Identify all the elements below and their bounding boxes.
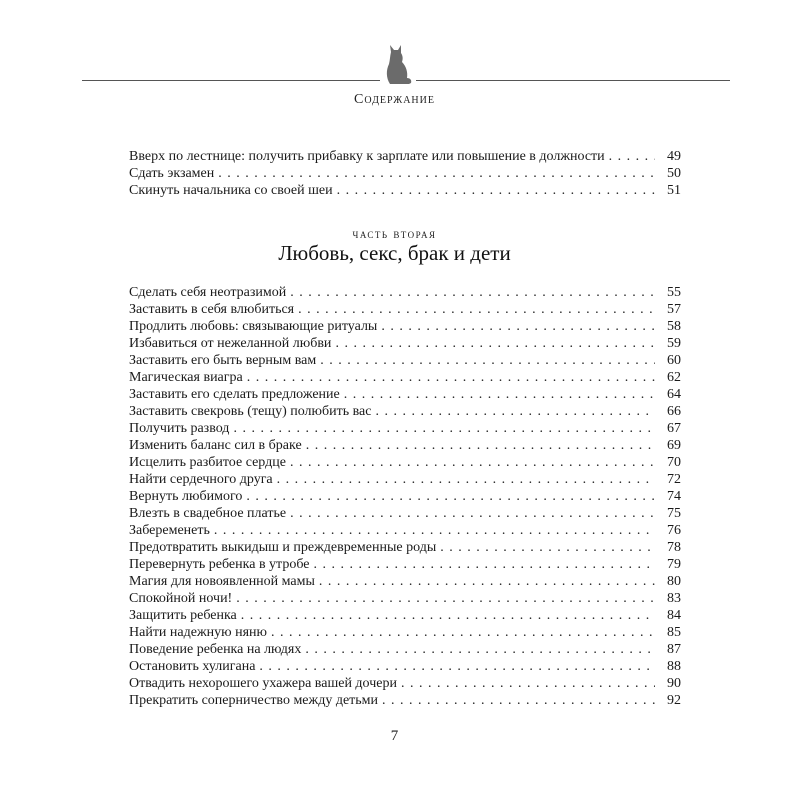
toc-leader-dots	[306, 437, 655, 454]
toc-leader-dots	[241, 607, 655, 624]
toc-entry	[129, 641, 681, 658]
toc-entry	[129, 590, 681, 607]
toc-entry-title: Вверх по лестнице: получить прибавку к зарплате или повышение в должности	[129, 149, 605, 164]
toc-entry	[129, 301, 681, 318]
toc-entry-title: Предотвратить выкидыш и преждевременные роды	[129, 540, 437, 555]
toc-entry	[129, 454, 681, 471]
toc-entry-title: Заставить свекровь (тещу) полюбить вас	[129, 404, 372, 419]
toc-leader-dots	[247, 369, 655, 386]
toc-leader-dots	[277, 471, 655, 488]
toc-entry-page: 50	[667, 166, 681, 181]
toc-entry	[129, 318, 681, 335]
toc-entry-title: Поведение ребенка на людях	[129, 642, 302, 657]
toc-entry-page: 66	[667, 404, 681, 419]
toc-leader-dots	[609, 148, 655, 165]
toc-entry-title: Исцелить разбитое сердце	[129, 455, 286, 470]
toc-entry-title: Вернуть любимого	[129, 489, 243, 504]
toc-entry-title: Скинуть начальника со своей шеи	[129, 183, 333, 198]
toc-entry-title: Спокойной ночи!	[129, 591, 233, 606]
toc-entry-title: Получить развод	[129, 421, 230, 436]
toc-entry-page: 84	[667, 608, 681, 623]
toc-leader-dots	[375, 403, 655, 420]
toc-entry-page: 62	[667, 370, 681, 385]
toc-entry-page: 51	[667, 183, 681, 198]
toc-entry-page: 92	[667, 693, 681, 708]
toc-section-part-two	[129, 284, 681, 709]
toc-entry-page: 75	[667, 506, 681, 521]
toc-leader-dots	[337, 182, 655, 199]
toc-entry-page: 78	[667, 540, 681, 555]
toc-leader-dots	[298, 301, 655, 318]
toc-leader-dots	[344, 386, 655, 403]
toc-entry-page: 90	[667, 676, 681, 691]
toc-entry-page: 80	[667, 574, 681, 589]
toc-leader-dots	[335, 335, 655, 352]
toc-entry-title: Остановить хулигана	[129, 659, 256, 674]
toc-leader-dots	[218, 165, 655, 182]
toc-entry	[129, 182, 681, 199]
toc-entry-page: 87	[667, 642, 681, 657]
toc-entry-title: Найти надежную няню	[129, 625, 267, 640]
part-title: Любовь, секс, брак и дети	[278, 241, 511, 265]
toc-entry	[129, 522, 681, 539]
toc-entry-title: Прекратить соперничество между детьми	[129, 693, 379, 708]
toc-leader-dots	[214, 522, 655, 539]
toc-entry	[129, 369, 681, 386]
toc-entry-title: Забеременеть	[129, 523, 210, 538]
toc-entry	[129, 403, 681, 420]
toc-entry-page: 79	[667, 557, 681, 572]
toc-entry-title: Изменить баланс сил в браке	[129, 438, 302, 453]
page-number: 7	[390, 728, 399, 744]
toc-entry-page: 70	[667, 455, 681, 470]
toc-entry-page: 83	[667, 591, 681, 606]
cat-silhouette-icon	[380, 40, 416, 86]
toc-entry	[129, 488, 681, 505]
toc-leader-dots	[440, 539, 655, 556]
toc-leader-dots	[305, 641, 655, 658]
toc-entry-page: 88	[667, 659, 681, 674]
toc-entry-title: Сделать себя неотразимой	[129, 285, 287, 300]
toc-entry-title: Заставить в себя влюбиться	[129, 302, 295, 317]
toc-entry-title: Магическая виагра	[129, 370, 243, 385]
toc-entry-page: 59	[667, 336, 681, 351]
toc-entry	[129, 420, 681, 437]
toc-entry	[129, 573, 681, 590]
toc-entry	[129, 386, 681, 403]
toc-entry-title: Продлить любовь: связывающие ритуалы	[129, 319, 378, 334]
toc-entry-page: 55	[667, 285, 681, 300]
toc-entry-title: Отвадить нехорошего ухажера вашей дочери	[129, 676, 397, 691]
part-label: часть вторая	[352, 226, 437, 241]
toc-leader-dots	[233, 420, 655, 437]
toc-entry-page: 60	[667, 353, 681, 368]
toc-entry	[129, 437, 681, 454]
toc-entry-title: Магия для новоявленной мамы	[129, 574, 315, 589]
toc-leader-dots	[290, 454, 655, 471]
toc-entry-title: Влезть в свадебное платье	[129, 506, 287, 521]
toc-leader-dots	[246, 488, 655, 505]
toc-entry-title: Избавиться от нежеланной любви	[129, 336, 332, 351]
toc-entry-page: 72	[667, 472, 681, 487]
toc-leader-dots	[401, 675, 655, 692]
toc-entry-title: Заставить его быть верным вам	[129, 353, 317, 368]
toc-entry	[129, 556, 681, 573]
toc-entry-page: 67	[667, 421, 681, 436]
toc-entry-page: 57	[667, 302, 681, 317]
toc-leader-dots	[290, 284, 655, 301]
toc-entry-title: Заставить его сделать предложение	[129, 387, 340, 402]
toc-leader-dots	[290, 505, 655, 522]
toc-entry	[129, 539, 681, 556]
toc-entry	[129, 148, 681, 165]
toc-entry	[129, 471, 681, 488]
toc-entry	[129, 658, 681, 675]
toc-entry	[129, 505, 681, 522]
toc-leader-dots	[236, 590, 655, 607]
toc-entry-page: 64	[667, 387, 681, 402]
toc-entry-page: 58	[667, 319, 681, 334]
toc-entry-page: 74	[667, 489, 681, 504]
toc-entry	[129, 607, 681, 624]
toc-leader-dots	[382, 692, 655, 709]
toc-leader-dots	[314, 556, 656, 573]
toc-section-top	[129, 148, 681, 199]
running-head: Содержание	[354, 92, 435, 107]
toc-entry-page: 85	[667, 625, 681, 640]
toc-entry-page: 69	[667, 438, 681, 453]
toc-entry	[129, 165, 681, 182]
toc-leader-dots	[319, 573, 655, 590]
toc-entry-page: 49	[667, 149, 681, 164]
toc-entry-title: Защитить ребенка	[129, 608, 237, 623]
toc-entry-title: Перевернуть ребенка в утробе	[129, 557, 310, 572]
toc-entry	[129, 692, 681, 709]
toc-leader-dots	[271, 624, 655, 641]
toc-entry-page: 76	[667, 523, 681, 538]
toc-entry-title: Сдать экзамен	[129, 166, 215, 181]
toc-entry	[129, 284, 681, 301]
toc-entry	[129, 352, 681, 369]
toc-leader-dots	[381, 318, 655, 335]
toc-entry	[129, 335, 681, 352]
toc-leader-dots	[259, 658, 655, 675]
toc-entry-title: Найти сердечного друга	[129, 472, 273, 487]
toc-leader-dots	[320, 352, 655, 369]
toc-entry	[129, 624, 681, 641]
toc-entry	[129, 675, 681, 692]
